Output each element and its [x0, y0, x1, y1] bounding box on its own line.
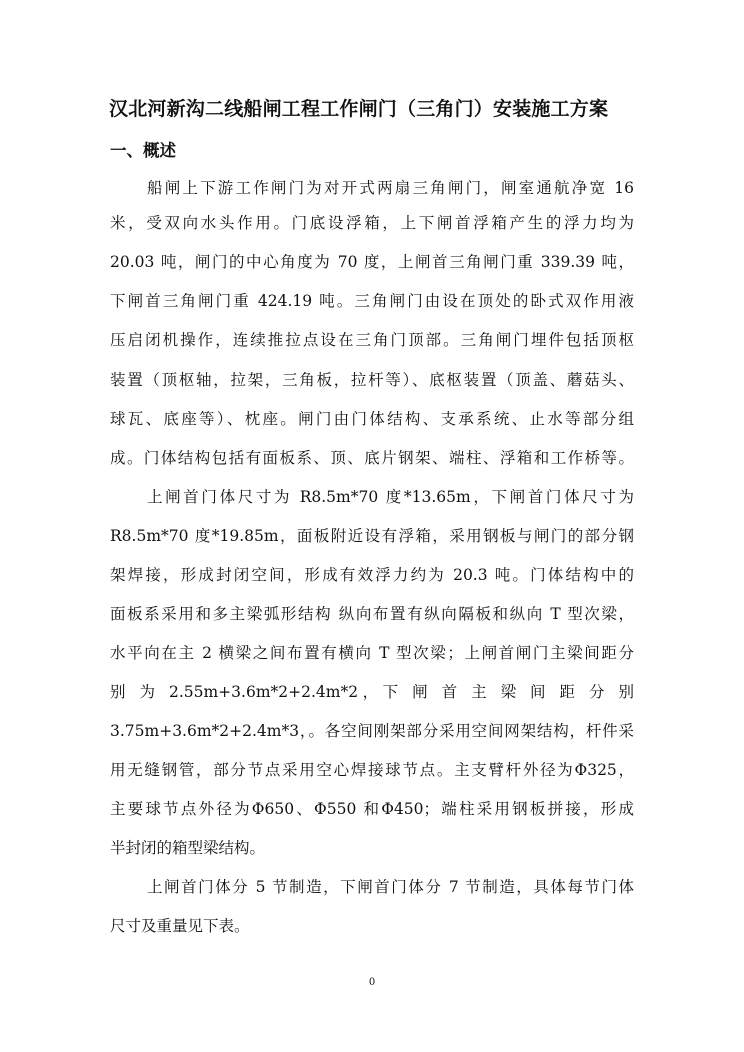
paragraph-line: 3.75m+3.6m*2+2.4m*3，。各空间刚架部分采用空间网架结构，杆件采 [110, 722, 634, 740]
paragraph-line: 主要球节点外径为Φ650、Φ550 和Φ450；端柱采用钢板拼接，形成 [110, 800, 634, 818]
paragraph-line: 船闸上下游工作闸门为对开式两扇三角闸门，闸室通航净宽 16 [147, 179, 634, 197]
paragraph-line: 尺寸及重量见下表。 [110, 917, 250, 935]
paragraph-line: 水平向在主 2 横梁之间布置有横向 T 型次梁；上闸首闸门主梁间距分 [110, 644, 634, 662]
paragraph-line: 架焊接，形成封闭空间，形成有效浮力约为 20.3 吨。门体结构中的 [110, 566, 634, 584]
document-title: 汉北河新沟二线船闸工程工作闸门（三角门）安装施工方案 [109, 98, 609, 120]
paragraph-line: 成。门体结构包括有面板系、顶、底片钢架、端柱、浮箱和工作桥等。 [110, 449, 634, 467]
paragraph-line: 压启闭机操作，连续推拉点设在三角门顶部。三角闸门埋件包括顶枢 [110, 331, 634, 349]
paragraph-line: 面板系采用和多主梁弧形结构 纵向布置有纵向隔板和纵向 T 型次梁， [110, 605, 634, 623]
paragraph-line: 上闸首门体分 5 节制造，下闸首门体分 7 节制造，具体每节门体 [147, 878, 634, 896]
paragraph-line: 别 为 2.55m+3.6m*2+2.4m*2，下 闸 首 主 梁 间 距 分 别 [110, 683, 634, 701]
section-heading-overview: 一、概述 [110, 141, 176, 160]
page-number: 0 [368, 977, 376, 988]
paragraph-line: 下闸首三角闸门重 424.19 吨。三角闸门由设在顶处的卧式双作用液 [110, 292, 634, 310]
paragraph-line: 20.03 吨，闸门的中心角度为 70 度，上闸首三角闸门重 339.39 吨， [110, 253, 634, 271]
paragraph-line: 上闸首门体尺寸为 R8.5m*70 度*13.65m，下闸首门体尺寸为 [147, 488, 634, 506]
paragraph-line: 球瓦、底座等）、枕座。闸门由门体结构、支承系统、止水等部分组 [110, 410, 634, 428]
paragraph-line: 半封闭的箱型梁结构。 [110, 839, 266, 857]
paragraph-line: 米，受双向水头作用。门底设浮箱，上下闸首浮箱产生的浮力均为 [110, 214, 634, 232]
paragraph-line: 用无缝钢管，部分节点采用空心焊接球节点。主支臂杆外径为Φ325， [110, 761, 634, 779]
paragraph-line: R8.5m*70 度*19.85m，面板附近设有浮箱，采用钢板与闸门的部分钢 [110, 527, 634, 545]
paragraph-line: 装置（顶枢轴，拉架，三角板，拉杆等）、底枢装置（顶盖、蘑菇头、 [110, 371, 634, 389]
